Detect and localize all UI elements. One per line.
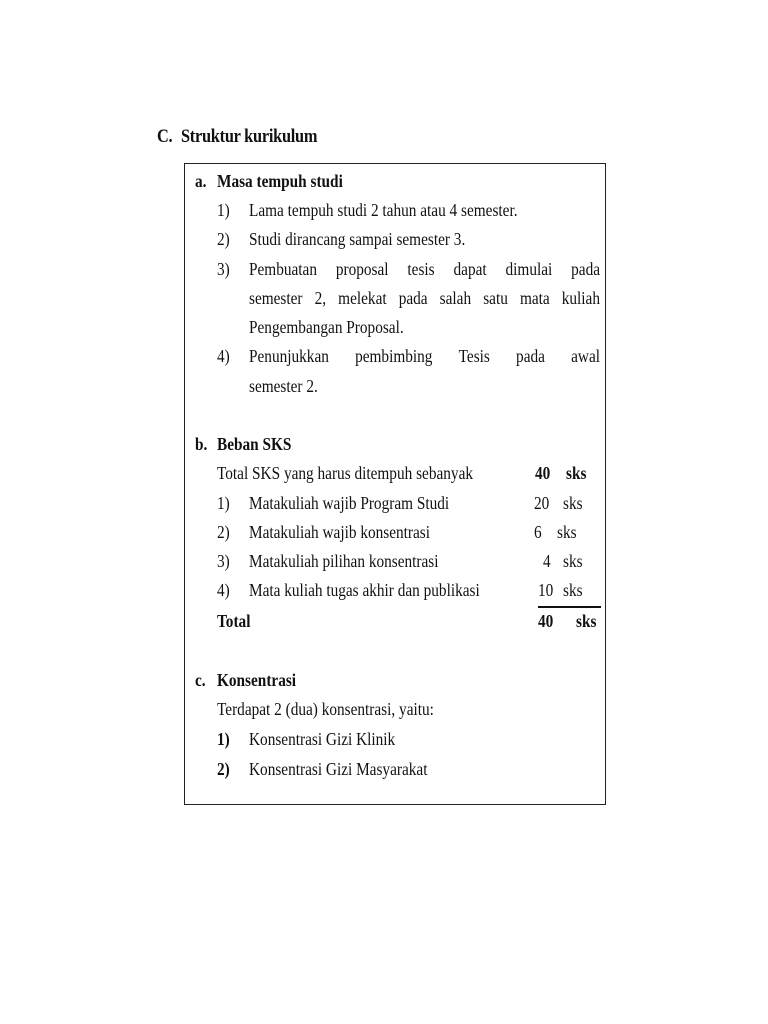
sks-item-value: 4 [543, 551, 551, 571]
section-a-item-line: Penunjukkan pembimbing Tesis pada awal [249, 346, 601, 366]
concentration-num: 2) [217, 759, 230, 779]
section-heading [157, 126, 317, 148]
section-a-marker: a. [195, 171, 207, 191]
heading-title: Struktur kurikulum [180, 126, 318, 147]
section-a-item-line: Pembuatan proposal tesis dapat dimulai pada [249, 259, 601, 279]
heading-letter: C. [157, 126, 173, 147]
section-c-intro: Terdapat 2 (dua) konsentrasi, yaitu: [217, 699, 434, 719]
sks-item-num: 4) [217, 580, 230, 600]
sks-item-value: 6 [534, 522, 542, 542]
sks-item-unit: sks [563, 493, 583, 513]
sks-item-unit: sks [563, 551, 583, 571]
concentration-label: Konsentrasi Gizi Klinik [249, 729, 396, 749]
sks-item-num: 2) [217, 522, 230, 542]
section-a-item-line: semester 2, melekat pada salah satu mata kuliah [249, 288, 601, 308]
section-b-marker: b. [195, 434, 208, 454]
sks-grand-total-value: 40 [538, 611, 554, 631]
section-a-item-text: Lama tempuh studi 2 tahun atau 4 semester. [249, 200, 518, 220]
sum-rule [538, 606, 601, 608]
section-c-title: Konsentrasi [217, 670, 297, 690]
sks-item-unit: sks [563, 580, 583, 600]
sks-total-value: 40 [535, 463, 551, 483]
sks-item-label: Matakuliah pilihan konsentrasi [249, 551, 439, 571]
concentration-label: Konsentrasi Gizi Masyarakat [249, 759, 428, 779]
sks-item-label: Matakuliah wajib konsentrasi [249, 522, 431, 542]
section-c-marker: c. [195, 670, 206, 690]
section-a-item-line: Pengembangan Proposal. [249, 317, 404, 337]
section-a-item-text: Studi dirancang sampai semester 3. [249, 229, 466, 249]
section-a-item-num: 1) [217, 200, 230, 220]
sks-total-unit: sks [566, 463, 587, 483]
section-a-title: Masa tempuh studi [217, 171, 343, 191]
sks-total-label: Total SKS yang harus ditempuh sebanyak [217, 463, 474, 483]
sks-item-value: 10 [538, 580, 554, 600]
sks-item-label: Matakuliah wajib Program Studi [249, 493, 450, 513]
concentration-num: 1) [217, 729, 230, 749]
sks-grand-total-label: Total [217, 611, 251, 631]
sks-grand-total-unit: sks [576, 611, 597, 631]
sks-item-unit: sks [557, 522, 577, 542]
section-a-item-line: semester 2. [249, 376, 318, 396]
sks-item-label: Mata kuliah tugas akhir dan publikasi [249, 580, 480, 600]
section-b-title: Beban SKS [217, 434, 292, 454]
sks-item-num: 1) [217, 493, 230, 513]
section-a-item-num: 4) [217, 346, 230, 366]
section-a-item-num: 3) [217, 259, 230, 279]
sks-item-num: 3) [217, 551, 230, 571]
sks-item-value: 20 [534, 493, 550, 513]
section-a-item-num: 2) [217, 229, 230, 249]
